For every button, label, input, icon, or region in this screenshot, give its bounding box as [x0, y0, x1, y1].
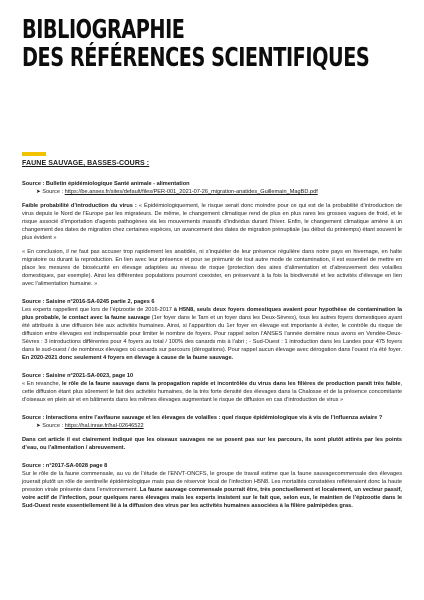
paragraph-text: (1er foyer dans le Tarn et un foyer dans les Deux-Sèvres), tous les autres foyers domestiques ayant été attribués à une diffusion liée aux activités humaines. Ainsi, si l’apparition du 1er foyer en élevage est importante à éviter, le contrôle du risque de diffusion entre élevages est indispensable pour limiter le nombre de foyers. Pour rappel selon l’ANSES l’année dernière nous avons en Vendée-Deux-Sèvres : 3 introductions différentes pour 4 foyers au total / 100% des canards mis à l’abri ; - Sud-Ouest : 1 introduction dans les Landes pour 475 foyers dans le sud-ouest / de nombreux élevages où canards sur parcours (dérogations). Pour rappel aucun élevage avec dérogation dans l’ouest n’a été foyer. [22, 315, 402, 353]
paragraph [22, 470, 402, 510]
paragraph-bold: La faune sauvage commensale pourrait être, très ponctuellement et localement, un vecteur passif, voire actif de l’infection, pour quelques rares élevages mais les experts insistent sur le fait que, selon eux, le maintien de l’épizootie dans le Sud-Ouest reste essentiellement lié à la diffusion des virus par les activités humaines associées à la filière palmipèdes gras. [22, 487, 402, 509]
source-sub-prefix: ➤ Source : [36, 423, 65, 429]
paragraph-bold: En 2020-2021 donc seulement 4 foyers en élevage à cause de la faune sauvage. [22, 355, 234, 361]
paragraph-bold: le rôle de la faune sauvage dans la propagation rapide et incontrôlée du virus dans les filières de production paraît très faible [61, 381, 401, 387]
source-link[interactable]: https://hal.inrae.fr/hal-02646522 [64, 423, 144, 429]
source-heading: Source : Interactions entre l’avifaune sauvage et les élevages de volailles : quel risque épidémiologique vis à vis de l’influenza aviaire ? [22, 415, 383, 421]
paragraph [22, 380, 402, 404]
paragraph-text: « En revanche, [22, 381, 62, 387]
section-accent-bar [22, 152, 46, 156]
source-heading: Source : n°2017-SA-0028 page 8 [22, 463, 108, 469]
paragraph-bold: Dans cet article il est clairement indiqué que les oiseaux sauvages ne se posent pas sur les parcours, ils sont plutôt attirés par les points d’eau, ou l’alimentation / abreuvement. [22, 437, 402, 451]
paragraph-text: Les experts rappellent que lors de l’épizootie de 2016-2017 [22, 307, 174, 313]
references-content [22, 180, 402, 510]
page-title-line-2: DES RÉFÉRENCES SCIENTIFIQUES [22, 43, 370, 73]
paragraph: « En conclusion, il ne faut pas accuser trop rapidement les anatidés, ni s’inquiéter de leur présence régulière dans notre pays en hivernage, en halte migratoire ou durant la reproduction. En lien avec leur présence et pour se prémunir de tout autre mode de contamination, il est essentiel de mettre en place les mesures de biosécurité en élevage adaptées au niveau de risque (protection des aires d’alimentation et d’abreuvement des volailles domestiques, par exemple). Ainsi les différentes populations pourront coexister, en préservant à la fois la biodiversité et les activités d’élevage en lien avec l’alimentation humaine. » [22, 249, 402, 287]
source-heading: Source : Saisine n°2021-SA-0023, page 10 [22, 373, 134, 379]
paragraph [22, 436, 402, 452]
source-sub-line [22, 422, 402, 430]
paragraph-text: Sur le rôle de la faune commensale, au vu de l’étude de l’ENVT-ONCFS, le groupe de travail estime que la faune sauvagecommensale des élevages jouerait plutôt un rôle de sentinelle épidémiologique mais pas de réservoir local de l’infection H5N8. Les mortalités constatées refléteraient donc la haute pression virale présente dans l’environnement. [22, 471, 402, 493]
page-title-line-1: BIBLIOGRAPHIE [22, 15, 185, 45]
section-heading: FAUNE SAUVAGE, BASSES-COURS : [22, 160, 150, 167]
source-sub-prefix: ➤ Source : [36, 189, 65, 195]
page-title [22, 16, 369, 72]
paragraph [22, 202, 402, 242]
source-heading: Source : Bulletin épidémiologique Santé animale - alimentation [22, 181, 190, 187]
paragraph [22, 306, 402, 362]
paragraph-bold-lead: Faible probabilité d’introduction du virus : [22, 203, 137, 209]
source-sub-line [22, 188, 402, 196]
source-link[interactable]: https://be.anses.fr/sites/default/files/PER-001_2021-07-26_migration-anatides_Guillemain_MagBD.pdf [64, 189, 318, 195]
paragraph-bold: à H5N8, seuls deux foyers domestiques avaient pour hypothèse de contamination la plus probable, le contact avec la faune sauvage [22, 307, 402, 321]
paragraph-text: « Épidémiologiquement, le risque serait donc moindre pour ce qui est de la probabilité d’introduction de virus depuis le Nord de l’Europe par les migrateurs. De même, le changement climatique rend de plus en plus rares les grosses vagues de froid, et le risque associé d’importation d’agents pathogènes via les mouvements massifs d’individus durant l’hiver. Enfin, le changement climatique amène à un changement des dates de migration chez certaines espèces, un avancement des dates de migration prénuptiale (au début du printemps) étant souvent le plus évident » [22, 203, 402, 241]
paragraph-text: , cette diffusion étant plus sûrement le fait des activités humaines, de la très forte densité des élevages dans la Chalosse et de la présence concomitante d’oiseaux en plein air et en bâtiments dans les mêmes élevages augmentant le risque de diffusion en cas d’introduction de virus » [22, 381, 402, 403]
source-heading: Source : Saisine n°2016-SA-0245 partie 2, pages 6 [22, 299, 155, 305]
